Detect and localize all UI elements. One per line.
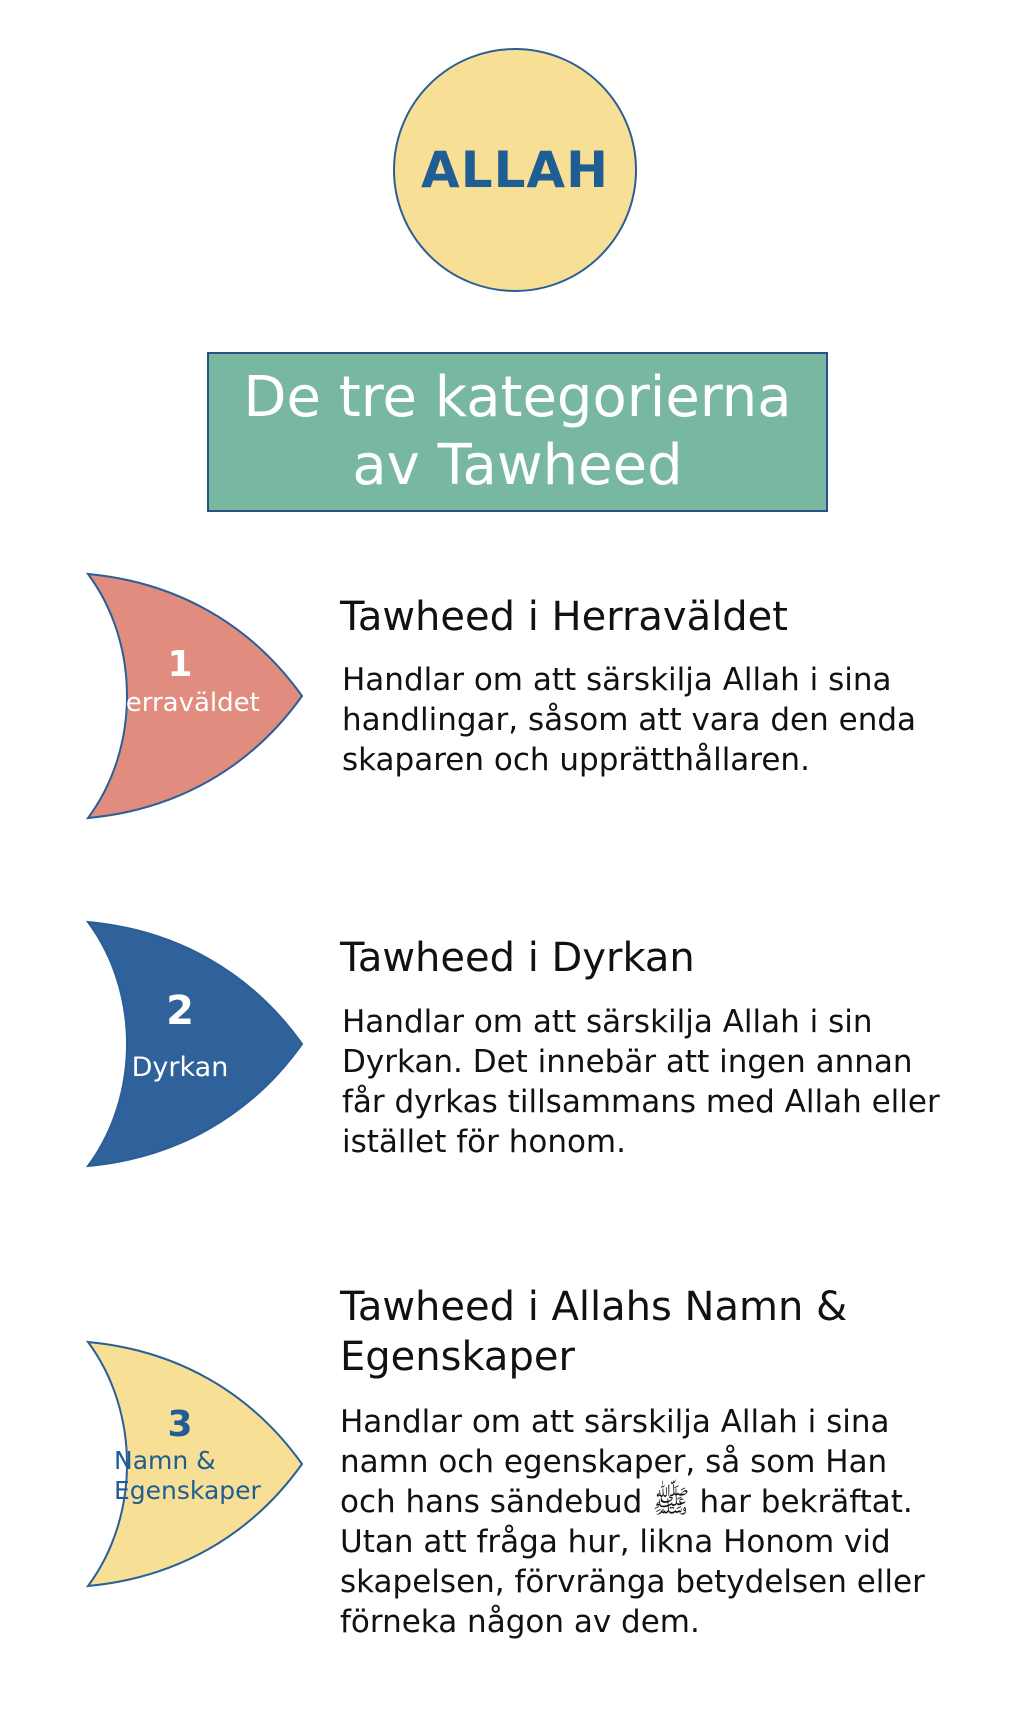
- allah-label: ALLAH: [421, 141, 609, 199]
- title-line-1: De tre kategorierna: [243, 365, 792, 430]
- category-2-body: Handlar om att särskilja Allah i sin Dyrkan. Det innebär att ingen annan får dyrkas tillsammans med Allah eller istället för honom.: [342, 1004, 940, 1160]
- category-1-body: Handlar om att särskilja Allah i sina handlingar, såsom att vara den enda skaparen och upprätthållaren.: [342, 662, 917, 778]
- category-3-heading: [340, 1282, 847, 1382]
- category-2-crescent: [80, 916, 304, 1172]
- category-3-label-line-2: Egenskaper: [114, 1476, 261, 1505]
- category-1-label: Herraväldet: [106, 688, 260, 718]
- category-1-number: 1: [167, 644, 193, 685]
- category-2-number: 2: [166, 988, 194, 1034]
- page-title: [218, 364, 818, 500]
- category-1-shape: [80, 568, 304, 824]
- title-box: [207, 352, 828, 512]
- category-3-body: Handlar om att särskilja Allah i sina namn och egenskaper, så som Han och hans sändebud ﷺ har bekräftat. Utan att fråga hur, likna Honom vid skapelsen, förvränga betydelsen eller förneka någon av dem.: [340, 1404, 925, 1640]
- category-3-heading-line-1: Tawheed i Allahs Namn &: [340, 1284, 848, 1330]
- category-3-heading-line-2: Egenskaper: [340, 1334, 575, 1380]
- category-3-label: [114, 1446, 294, 1506]
- category-2-heading: Tawheed i Dyrkan: [340, 935, 695, 981]
- category-1-heading: Tawheed i Herraväldet: [340, 594, 788, 640]
- category-3-label-line-1: Namn &: [114, 1446, 216, 1475]
- allah-circle: [393, 48, 637, 292]
- category-3-shape: [80, 1336, 304, 1592]
- title-line-2: av Tawheed: [352, 433, 683, 498]
- category-2-shape: [80, 916, 304, 1172]
- category-2-label: Dyrkan: [131, 1052, 229, 1083]
- category-3-number: 3: [167, 1404, 193, 1445]
